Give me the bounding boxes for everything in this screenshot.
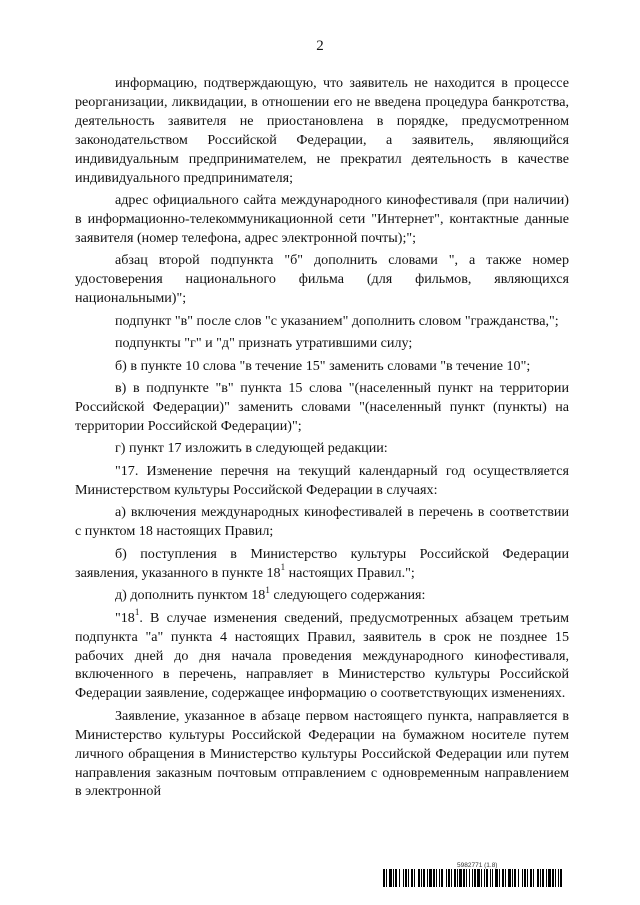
paragraph-point-15: в) в подпункте "в" пункта 15 слова "(населенный пункт на территории Российской Федерации)" заменить словами "(населенный пункт (пункты) на территории Российской Федерации)";: [75, 380, 569, 434]
superscript: 1: [265, 584, 270, 595]
paragraph-case-a: а) включения международных кинофестивалей в перечень в соответствии с пунктом 18 настоящих Правил;: [75, 504, 569, 540]
point-18-1-start: "18: [115, 609, 135, 626]
point-d-text: д) дополнить пунктом 18: [115, 587, 266, 604]
barcode-bar: [562, 869, 565, 887]
paragraph-continuation: информацию, подтверждающую, что заявитель не находится в процессе реорганизации, ликвидации, в отношении его не введена процедура банкротства, деятельность заявителя не приостановлена в порядке, предусмотренном законодательством Российской Федерации, а заявитель, являющийся индивидуальным предпринимателем, не прекратил деятельность в качестве индивидуального предпринимателя;: [75, 75, 569, 186]
paragraph-point-18-1-intro: [75, 586, 569, 605]
paragraph-point-17-intro: г) пункт 17 изложить в следующей редакции:: [115, 440, 388, 457]
case-b-text-end: настоящих Правил.";: [285, 564, 415, 581]
paragraph-subpoint-v-amend: подпункт "в" после слов "с указанием" дополнить словом "гражданства,";: [115, 312, 559, 329]
paragraph-point-17-text: "17. Изменение перечня на текущий календарный год осуществляется Министерством культуры Российской Федерации в случаях:: [75, 462, 569, 498]
paragraph-point-18-1: [75, 609, 569, 704]
case-b-text: б) поступления в Министерство культуры Российской Федерации заявления, указанного в пункте 18: [75, 545, 569, 581]
superscript: 1: [280, 562, 286, 572]
page-number: 2: [316, 38, 324, 54]
barcode: [383, 869, 565, 887]
document-body: [75, 74, 569, 805]
paragraph-subpoint-b-amend: абзац второй подпункта "б" дополнить словами ", а также номер удостоверения национального фильма (для фильмов, являющихся национальными)";: [75, 252, 569, 307]
point-18-1-text: . В случае изменения сведений, предусмотренных абзацем третьим подпункта "а" пункта 4 настоящих Правил, заявитель в срок не позднее 15 рабочих дней до дня начала проведения международного кинофестиваля, включенного в перечень, направляет в Министерство культуры Российской Федерации заявление, содержащее информацию о соответствующих изменениях.: [75, 609, 569, 702]
paragraph-case-b: [75, 545, 569, 583]
point-d-text-end: следующего содержания:: [269, 587, 426, 604]
paragraph-point-10: б) в пункте 10 слова "в течение 15" заменить словами "в течение 10";: [115, 357, 531, 374]
superscript: 1: [134, 607, 140, 617]
paragraph-website-address: адрес официального сайта международного кинофестиваля (при наличии) в информационно-телекоммуникационной сети "Интернет", контактные данные заявителя (номер телефона, адрес электронной почты);";: [75, 192, 569, 246]
paragraph-subpoints-repeal: подпункты "г" и "д" признать утратившими силу;: [115, 335, 413, 352]
document-code: 5982771 (1.8): [457, 862, 498, 869]
paragraph-application-submission: Заявление, указанное в абзаце первом настоящего пункта, направляется в Министерство культуры Российской Федерации на бумажном носителе путем личного обращения в Министерство культуры Российской Федерации или путем направления заказным почтовым отправлением с одновременным направлением в электронной: [75, 707, 569, 800]
